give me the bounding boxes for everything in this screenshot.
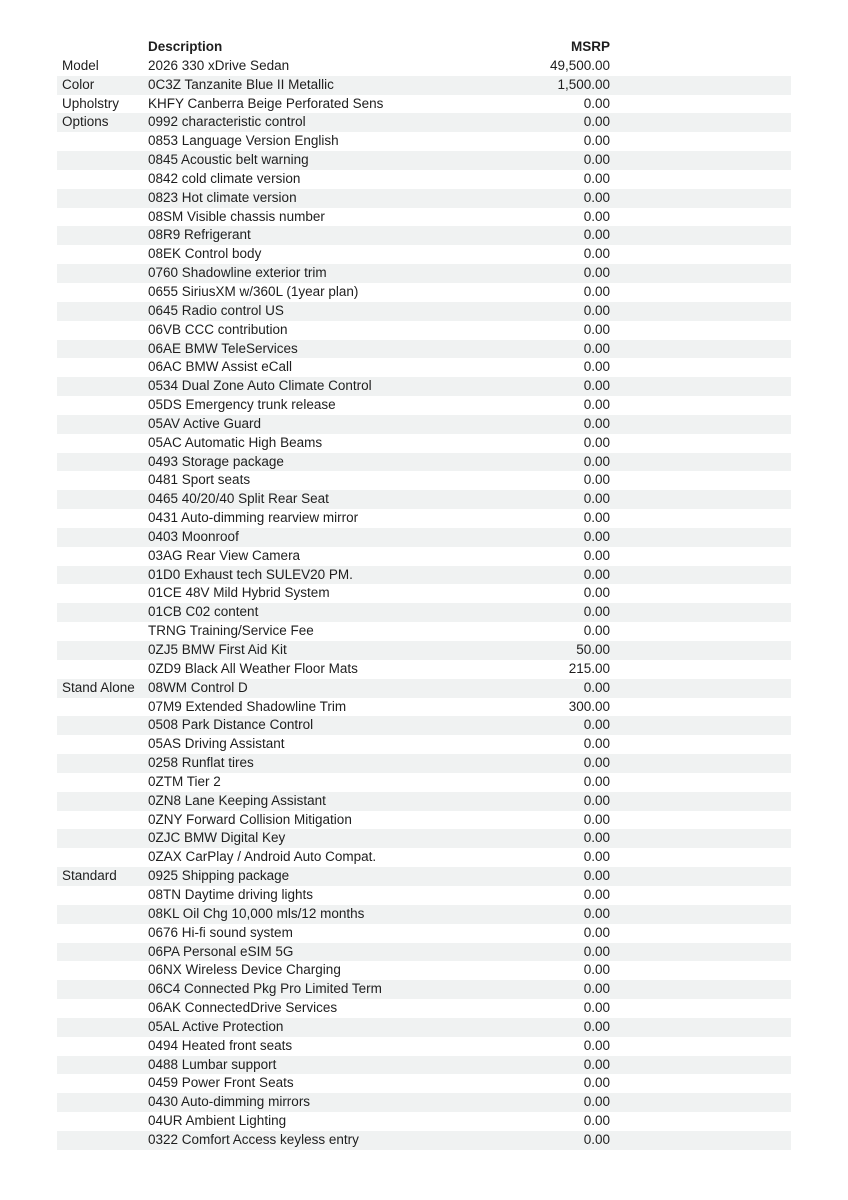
row-category: Color: [62, 76, 95, 92]
row-category: [57, 264, 148, 283]
row-category: [57, 358, 148, 377]
row-msrp: 215.00: [568, 660, 610, 676]
row-description: 0853 Language Version English: [148, 133, 339, 149]
row-description: 0481 Sport seats: [148, 472, 251, 488]
row-msrp: 0.00: [583, 1018, 610, 1034]
row-description: TRNG Training/Service Fee: [148, 623, 314, 639]
row-spacer: [610, 867, 791, 886]
row-spacer: [610, 829, 791, 848]
row-category: [57, 321, 148, 340]
row-description: 0C3Z Tanzanite Blue II Metallic: [148, 76, 334, 92]
row-description: 0676 Hi-fi sound system: [148, 924, 293, 940]
row-msrp: 0.00: [583, 585, 610, 601]
table-row: [57, 170, 791, 189]
row-description: 2026 330 xDrive Sedan: [148, 57, 290, 73]
row-spacer: [610, 641, 791, 660]
row-spacer: [610, 679, 791, 698]
row-msrp: 0.00: [583, 340, 610, 356]
row-category: [57, 208, 148, 227]
row-spacer: [610, 509, 791, 528]
row-msrp: 0.00: [583, 755, 610, 771]
row-msrp: 0.00: [583, 981, 610, 997]
row-spacer: [610, 754, 791, 773]
row-spacer: [610, 584, 791, 603]
row-description: 05AC Automatic High Beams: [148, 434, 323, 450]
row-spacer: [610, 113, 791, 132]
row-category: [57, 660, 148, 679]
row-category: [57, 905, 148, 924]
row-description: 0ZTM Tier 2: [148, 773, 221, 789]
row-category: [57, 735, 148, 754]
row-category: [57, 453, 148, 472]
row-msrp: 0.00: [583, 265, 610, 281]
row-description: 01D0 Exhaust tech SULEV20 PM.: [148, 566, 353, 582]
row-category: [57, 1056, 148, 1075]
row-description: 04UR Ambient Lighting: [148, 1113, 287, 1129]
row-msrp: 0.00: [583, 792, 610, 808]
row-description: 06VB CCC contribution: [148, 321, 288, 337]
row-msrp: 0.00: [583, 1094, 610, 1110]
table-row: [57, 57, 791, 76]
row-description: 0ZAX CarPlay / Android Auto Compat.: [148, 849, 377, 865]
row-msrp: 50.00: [576, 642, 610, 657]
row-msrp: 0.00: [583, 962, 610, 978]
row-spacer: [610, 490, 791, 509]
row-msrp: 0.00: [583, 547, 610, 563]
row-description: 08R9 Refrigerant: [148, 227, 251, 243]
row-description: 0845 Acoustic belt warning: [148, 152, 309, 168]
row-msrp: 0.00: [583, 924, 610, 940]
row-category: [57, 245, 148, 264]
row-description: 0508 Park Distance Control: [148, 717, 314, 733]
row-category: [57, 584, 148, 603]
row-category: [57, 641, 148, 660]
row-spacer: [610, 1037, 791, 1056]
row-category: [57, 943, 148, 962]
row-description: 06AE BMW TeleServices: [148, 340, 298, 356]
row-description: 06NX Wireless Device Charging: [148, 962, 341, 978]
table-row: [57, 886, 791, 905]
row-spacer: [610, 95, 791, 114]
row-spacer: [610, 415, 791, 434]
table-row: [57, 961, 791, 980]
row-msrp: 0.00: [583, 302, 610, 318]
pricing-table: [57, 38, 791, 1150]
row-spacer: [610, 848, 791, 867]
row-category: [57, 283, 148, 302]
row-msrp: 0.00: [583, 397, 610, 413]
row-category: [57, 528, 148, 547]
row-msrp: 0.00: [583, 189, 610, 205]
table-row: [57, 453, 791, 472]
row-description: 0322 Comfort Access keyless entry: [148, 1131, 359, 1147]
row-description: 0258 Runflat tires: [148, 755, 254, 771]
row-description: 0ZJC BMW Digital Key: [148, 830, 286, 846]
row-msrp: 0.00: [583, 679, 610, 695]
row-msrp: 0.00: [583, 321, 610, 337]
row-category: [57, 509, 148, 528]
row-spacer: [610, 471, 791, 490]
row-category: Stand Alone: [62, 679, 135, 695]
row-description: 01CB C02 content: [148, 604, 259, 620]
table-row: [57, 283, 791, 302]
table-row: [57, 321, 791, 340]
table-row: [57, 980, 791, 999]
row-category: [57, 396, 148, 415]
row-spacer: [610, 622, 791, 641]
row-spacer: [610, 434, 791, 453]
row-msrp: 0.00: [583, 811, 610, 827]
row-msrp: 0.00: [583, 623, 610, 639]
row-msrp: 0.00: [583, 95, 610, 111]
row-msrp: 1,500.00: [557, 76, 610, 92]
row-category: [57, 961, 148, 980]
row-spacer: [610, 226, 791, 245]
row-spacer: [610, 716, 791, 735]
row-category: [57, 829, 148, 848]
row-msrp: 0.00: [583, 227, 610, 243]
row-category: [57, 377, 148, 396]
row-msrp: 0.00: [583, 415, 610, 431]
row-category: [57, 566, 148, 585]
table-row: [57, 679, 791, 698]
row-spacer: [610, 245, 791, 264]
row-spacer: [610, 151, 791, 170]
table-row: [57, 924, 791, 943]
table-row: [57, 340, 791, 359]
row-description: 08TN Daytime driving lights: [148, 886, 314, 902]
header-spacer: [610, 38, 791, 57]
table-row: [57, 641, 791, 660]
table-row: [57, 415, 791, 434]
row-spacer: [610, 340, 791, 359]
table-row: [57, 245, 791, 264]
row-spacer: [610, 283, 791, 302]
row-description: 05AS Driving Assistant: [148, 736, 285, 752]
row-category: [57, 1074, 148, 1093]
row-spacer: [610, 735, 791, 754]
table-row: [57, 95, 791, 114]
row-category: [57, 1037, 148, 1056]
table-row: [57, 151, 791, 170]
row-msrp: 0.00: [583, 717, 610, 733]
row-description: 0459 Power Front Seats: [148, 1075, 294, 1091]
row-spacer: [610, 189, 791, 208]
row-spacer: [610, 1056, 791, 1075]
row-description: 0431 Auto-dimming rearview mirror: [148, 510, 359, 526]
row-category: Options: [62, 114, 109, 130]
row-category: [57, 792, 148, 811]
row-msrp: 0.00: [583, 472, 610, 488]
row-category: [57, 490, 148, 509]
row-description: 0ZJ5 BMW First Aid Kit: [148, 642, 287, 657]
table-row: [57, 302, 791, 321]
table-row: [57, 943, 791, 962]
row-spacer: [610, 132, 791, 151]
table-row: [57, 1131, 791, 1150]
row-category: [57, 698, 148, 717]
row-msrp: 0.00: [583, 1113, 610, 1129]
description-column-header: Description: [148, 39, 223, 54]
row-msrp: 0.00: [583, 208, 610, 224]
row-spacer: [610, 76, 791, 95]
row-spacer: [610, 905, 791, 924]
row-category: Upholstry: [62, 95, 120, 111]
table-row: [57, 1112, 791, 1131]
table-row: [57, 735, 791, 754]
row-msrp: 0.00: [583, 246, 610, 262]
row-spacer: [610, 57, 791, 76]
row-description: 0403 Moonroof: [148, 528, 239, 544]
table-row: [57, 434, 791, 453]
row-spacer: [610, 396, 791, 415]
row-description: 0655 SiriusXM w/360L (1year plan): [148, 283, 359, 299]
row-category: [57, 603, 148, 622]
row-description: 0ZNY Forward Collision Mitigation: [148, 811, 352, 827]
row-description: 0494 Heated front seats: [148, 1037, 293, 1053]
row-spacer: [610, 528, 791, 547]
row-spacer: [610, 566, 791, 585]
row-spacer: [610, 1093, 791, 1112]
row-description: 0534 Dual Zone Auto Climate Control: [148, 378, 372, 394]
row-msrp: 0.00: [583, 510, 610, 526]
table-row: [57, 396, 791, 415]
row-description: 0760 Shadowline exterior trim: [148, 265, 327, 281]
table-row: [57, 490, 791, 509]
table-row: [57, 358, 791, 377]
table-row: [57, 132, 791, 151]
row-msrp: 0.00: [583, 170, 610, 186]
table-row: [57, 905, 791, 924]
row-msrp: 0.00: [583, 378, 610, 394]
row-category: [57, 924, 148, 943]
table-row: [57, 848, 791, 867]
row-description: 05AV Active Guard: [148, 415, 262, 431]
row-category: [57, 1093, 148, 1112]
row-category: [57, 848, 148, 867]
table-row: [57, 226, 791, 245]
row-spacer: [610, 999, 791, 1018]
table-row: [57, 584, 791, 603]
row-msrp: 0.00: [583, 886, 610, 902]
table-row: [57, 999, 791, 1018]
row-msrp: 0.00: [583, 359, 610, 375]
row-spacer: [610, 321, 791, 340]
table-row: [57, 208, 791, 227]
row-category: Model: [62, 57, 99, 73]
row-msrp: 0.00: [583, 1075, 610, 1091]
table-row: [57, 1037, 791, 1056]
row-spacer: [610, 980, 791, 999]
row-category: [57, 170, 148, 189]
row-description: 0493 Storage package: [148, 453, 284, 469]
table-row: [57, 566, 791, 585]
row-category: [57, 471, 148, 490]
row-category: [57, 1131, 148, 1150]
row-spacer: [610, 924, 791, 943]
row-spacer: [610, 1074, 791, 1093]
row-category: [57, 189, 148, 208]
row-description: 06AK ConnectedDrive Services: [148, 1000, 338, 1016]
row-spacer: [610, 961, 791, 980]
row-description: 08WM Control D: [148, 679, 248, 695]
row-category: [57, 1018, 148, 1037]
row-description: 06AC BMW Assist eCall: [148, 359, 293, 375]
table-body: [57, 57, 791, 1150]
row-msrp: 0.00: [583, 943, 610, 959]
row-msrp: 0.00: [583, 434, 610, 450]
row-description: 0430 Auto-dimming mirrors: [148, 1094, 311, 1110]
row-category: [57, 547, 148, 566]
row-description: 07M9 Extended Shadowline Trim: [148, 698, 347, 714]
row-description: 0823 Hot climate version: [148, 189, 297, 205]
table-row: [57, 471, 791, 490]
row-spacer: [610, 170, 791, 189]
row-msrp: 0.00: [583, 491, 610, 507]
table-row: [57, 1018, 791, 1037]
row-msrp: 0.00: [583, 905, 610, 921]
table-row: [57, 603, 791, 622]
row-msrp: 0.00: [583, 453, 610, 469]
row-spacer: [610, 302, 791, 321]
row-description: 0842 cold climate version: [148, 170, 301, 186]
row-msrp: 0.00: [583, 1056, 610, 1072]
row-description: 01CE 48V Mild Hybrid System: [148, 585, 330, 601]
row-spacer: [610, 698, 791, 717]
row-msrp: 0.00: [583, 604, 610, 620]
row-spacer: [610, 1018, 791, 1037]
table-row: [57, 773, 791, 792]
row-spacer: [610, 792, 791, 811]
row-description: 05AL Active Protection: [148, 1018, 284, 1034]
table-row: [57, 754, 791, 773]
table-row: [57, 509, 791, 528]
row-description: 05DS Emergency trunk release: [148, 397, 336, 413]
row-category: [57, 716, 148, 735]
row-description: 03AG Rear View Camera: [148, 547, 301, 563]
row-category: [57, 151, 148, 170]
table-row: [57, 622, 791, 641]
category-column-header: [57, 38, 148, 57]
table-row: [57, 113, 791, 132]
row-msrp: 0.00: [583, 773, 610, 789]
table-row: [57, 660, 791, 679]
row-spacer: [610, 377, 791, 396]
row-description: 08EK Control body: [148, 246, 262, 262]
row-spacer: [610, 1131, 791, 1150]
table-row: [57, 264, 791, 283]
row-category: [57, 999, 148, 1018]
row-description: 06PA Personal eSIM 5G: [148, 943, 294, 959]
row-category: [57, 1112, 148, 1131]
table-row: [57, 698, 791, 717]
row-msrp: 49,500.00: [549, 57, 610, 73]
row-msrp: 0.00: [583, 528, 610, 544]
row-msrp: 0.00: [583, 133, 610, 149]
table-row: [57, 189, 791, 208]
row-category: [57, 773, 148, 792]
row-category: [57, 980, 148, 999]
row-spacer: [610, 1112, 791, 1131]
table-row: [57, 528, 791, 547]
row-category: [57, 811, 148, 830]
row-description: 08SM Visible chassis number: [148, 208, 325, 224]
row-description: 0465 40/20/40 Split Rear Seat: [148, 491, 329, 507]
row-description: 06C4 Connected Pkg Pro Limited Term: [148, 981, 382, 997]
row-msrp: 0.00: [583, 868, 610, 884]
table-row: [57, 829, 791, 848]
row-category: [57, 302, 148, 321]
table-row: [57, 1074, 791, 1093]
row-msrp: 0.00: [583, 830, 610, 846]
row-description: 0488 Lumbar support: [148, 1056, 277, 1072]
row-description: 0ZN8 Lane Keeping Assistant: [148, 792, 326, 808]
row-description: 0ZD9 Black All Weather Floor Mats: [148, 660, 358, 676]
msrp-column-header: MSRP: [570, 39, 610, 54]
row-msrp: 0.00: [583, 1037, 610, 1053]
row-description: 0925 Shipping package: [148, 868, 290, 884]
row-description: 08KL Oil Chg 10,000 mls/12 months: [148, 905, 365, 921]
row-spacer: [610, 547, 791, 566]
row-spacer: [610, 811, 791, 830]
row-msrp: 300.00: [568, 698, 610, 714]
row-description: KHFY Canberra Beige Perforated Sens: [148, 95, 384, 111]
row-category: Standard: [62, 868, 117, 884]
row-category: [57, 340, 148, 359]
row-category: [57, 886, 148, 905]
row-spacer: [610, 358, 791, 377]
row-spacer: [610, 886, 791, 905]
row-category: [57, 754, 148, 773]
row-spacer: [610, 453, 791, 472]
row-spacer: [610, 603, 791, 622]
row-description: 0645 Radio control US: [148, 302, 284, 318]
row-spacer: [610, 264, 791, 283]
row-category: [57, 226, 148, 245]
row-msrp: 0.00: [583, 114, 610, 130]
table-row: [57, 792, 791, 811]
row-category: [57, 132, 148, 151]
row-msrp: 0.00: [583, 283, 610, 299]
row-description: 0992 characteristic control: [148, 114, 306, 130]
row-spacer: [610, 208, 791, 227]
table-row: [57, 1093, 791, 1112]
row-category: [57, 622, 148, 641]
row-msrp: 0.00: [583, 152, 610, 168]
table-row: [57, 716, 791, 735]
row-spacer: [610, 660, 791, 679]
row-category: [57, 434, 148, 453]
table-row: [57, 811, 791, 830]
table-row: [57, 867, 791, 886]
table-header-row: [57, 38, 791, 57]
row-msrp: 0.00: [583, 736, 610, 752]
table-row: [57, 1056, 791, 1075]
row-spacer: [610, 943, 791, 962]
row-msrp: 0.00: [583, 566, 610, 582]
table-row: [57, 76, 791, 95]
row-msrp: 0.00: [583, 1000, 610, 1016]
row-spacer: [610, 773, 791, 792]
row-category: [57, 415, 148, 434]
row-msrp: 0.00: [583, 849, 610, 865]
row-msrp: 0.00: [583, 1131, 610, 1147]
table-row: [57, 377, 791, 396]
table-row: [57, 547, 791, 566]
